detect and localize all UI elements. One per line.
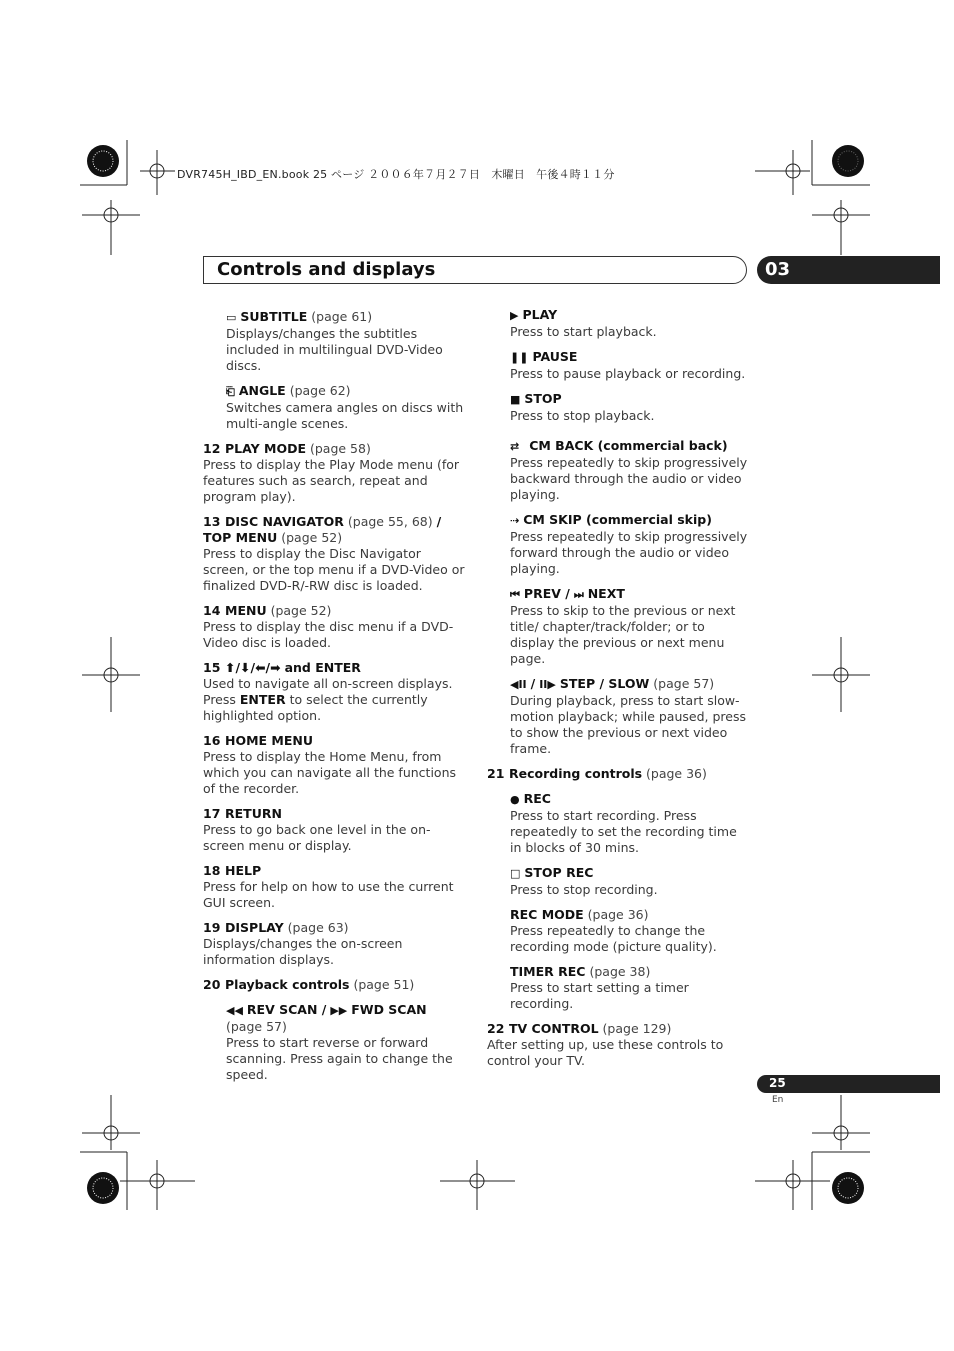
entry-cm-skip	[487, 512, 752, 577]
entry-desc: Displays/changes the subtitles included in multilingual DVD-Video discs.	[226, 326, 443, 373]
entry-label: PLAY MODE	[225, 441, 306, 456]
chapter-number: 03	[765, 259, 791, 280]
language-label: En	[772, 1095, 784, 1105]
file-header: DVR745H_IBD_EN.book 25 ページ ２００６年７月２７日 木曜日 午後４時１１分	[177, 168, 615, 181]
entry-stop-rec	[487, 865, 752, 898]
entry-16	[203, 733, 465, 797]
entry-label-2: NEXT	[587, 586, 625, 601]
entry-label: REV SCAN /	[246, 1002, 327, 1017]
entry-label: STOP REC	[524, 865, 594, 880]
entry-pause	[487, 349, 752, 382]
page-ref: (page 51)	[353, 977, 415, 992]
step-back-icon: ◀II	[510, 678, 527, 691]
stop-rec-icon: □	[510, 867, 521, 880]
next-icon: ⏭	[573, 588, 584, 601]
entry-label: TIMER REC	[510, 964, 586, 979]
cm-back-icon: ⇄	[510, 440, 520, 453]
entry-15	[203, 660, 465, 724]
left-column	[203, 309, 465, 1092]
entry-number: 20	[203, 977, 221, 992]
pause-icon: ❚❚	[510, 351, 529, 364]
entry-desc: During playback, press to start slow-motion playback; while paused, press to show the previous or next video frame.	[510, 693, 746, 756]
entry-label: MENU	[225, 603, 267, 618]
entry-timer-rec	[487, 964, 752, 1012]
entry-cm-back	[487, 438, 752, 503]
entry-20	[203, 977, 465, 993]
entry-number: 14	[203, 603, 221, 618]
arrow-keys-icon: ⬆/⬇/⬅/➡	[225, 660, 281, 675]
camera-icon: ⎗	[226, 385, 235, 398]
entry-subtitle	[203, 309, 465, 374]
entry-desc: Press to stop recording.	[510, 882, 658, 897]
entry-label: REC MODE	[510, 907, 584, 922]
entry-13	[203, 514, 465, 594]
entry-label: RETURN	[225, 806, 282, 821]
entry-label-2: / TOP MENU	[203, 514, 442, 545]
entry-label: and ENTER	[284, 660, 361, 675]
entry-label: Playback controls	[225, 977, 350, 992]
entry-number: 21	[487, 766, 505, 781]
entry-number: 19	[203, 920, 221, 935]
page-ref: (page 55, 68)	[347, 514, 433, 529]
entry-prev-next	[487, 586, 752, 667]
entry-number: 12	[203, 441, 221, 456]
entry-19	[203, 920, 465, 968]
separator: /	[530, 676, 536, 691]
entry-18	[203, 863, 465, 911]
entry-17	[203, 806, 465, 854]
page-ref: (page 57)	[653, 676, 715, 691]
fast-forward-icon: ▶▶	[330, 1004, 348, 1017]
entry-12	[203, 441, 465, 505]
page-ref: (page 129)	[602, 1021, 672, 1036]
entry-label: PLAY	[522, 307, 558, 322]
entry-label: PAUSE	[532, 349, 578, 364]
entry-number: 22	[487, 1021, 505, 1036]
entry-label: HELP	[225, 863, 262, 878]
entry-label: HOME MENU	[225, 733, 314, 748]
entry-desc: After setting up, use these controls to control your TV.	[487, 1037, 724, 1068]
entry-play	[487, 307, 752, 340]
entry-label: Recording controls	[509, 766, 643, 781]
entry-angle	[203, 383, 465, 432]
entry-14	[203, 603, 465, 651]
entry-desc: Press to go back one level in the on-screen menu or display.	[203, 822, 431, 853]
record-icon: ●	[510, 793, 520, 806]
page-ref: (page 38)	[589, 964, 651, 979]
entry-desc: Press repeatedly to skip progressively backward through the audio or video playing.	[510, 455, 748, 502]
page-ref: (page 62)	[289, 383, 351, 398]
entry-label: PREV /	[523, 586, 570, 601]
stop-icon: ■	[510, 393, 521, 406]
previous-icon: ⏮	[510, 588, 520, 601]
page-ref: (page 36)	[646, 766, 707, 781]
section-title: Controls and displays	[217, 259, 436, 280]
page-ref: (page 61)	[311, 309, 373, 324]
entry-desc	[203, 676, 465, 724]
entry-label: ANGLE	[238, 383, 286, 398]
page-ref: (page 52)	[270, 603, 332, 618]
entry-label-2: FWD SCAN	[351, 1002, 427, 1017]
entry-label: CM BACK (commercial back)	[529, 438, 728, 453]
entry-desc: Press to skip to the previous or next title/ chapter/track/folder; or to display the previous or next menu page.	[510, 603, 736, 666]
entry-desc: Displays/changes the on-screen information displays.	[203, 936, 403, 967]
cm-skip-icon: ⇢	[510, 514, 520, 527]
entry-scan	[203, 1002, 465, 1083]
entry-number: 17	[203, 806, 221, 821]
desc-part: to select the currently highlighted option.	[203, 692, 428, 723]
entry-21	[487, 766, 752, 782]
page-ref: (page 57)	[226, 1019, 287, 1034]
page-ref-2: (page 52)	[281, 530, 343, 545]
entry-label: TV CONTROL	[509, 1021, 599, 1036]
entry-desc: Press to display the Home Menu, from which you can navigate all the functions of the recorder.	[203, 749, 457, 796]
entry-label: SUBTITLE	[240, 309, 308, 324]
entry-desc: Press for help on how to use the current GUI screen.	[203, 879, 454, 910]
play-icon: ▶	[510, 309, 519, 322]
entry-desc: Press to display the Disc Navigator screen, or the top menu if a DVD-Video or finalized DVD-R/-RW disc is loaded.	[203, 546, 465, 593]
page-ref: (page 58)	[309, 441, 371, 456]
entry-label: STOP	[524, 391, 562, 406]
entry-desc: Press to start reverse or forward scanning. Press again to change the speed.	[226, 1035, 453, 1082]
entry-desc: Press repeatedly to skip progressively forward through the audio or video playing.	[510, 529, 748, 576]
entry-label: CM SKIP (commercial skip)	[523, 512, 712, 527]
entry-desc: Press to display the Play Mode menu (for features such as search, repeat and program play).	[203, 457, 460, 504]
entry-desc: Press to start recording. Press repeatedly to set the recording time in blocks of 30 mins.	[510, 808, 737, 855]
page-number: 25	[769, 1076, 786, 1090]
desc-part: Used to navigate all on-screen displays. Press	[203, 676, 453, 707]
entry-stop	[487, 391, 752, 424]
entry-rec-mode	[487, 907, 752, 955]
desc-bold: ENTER	[239, 692, 286, 707]
rewind-icon: ◀◀	[226, 1004, 243, 1017]
entry-rec	[487, 791, 752, 856]
entry-22	[487, 1021, 752, 1069]
entry-number: 13	[203, 514, 221, 529]
entry-label: DISC NAVIGATOR	[225, 514, 344, 529]
page-ref: (page 36)	[587, 907, 649, 922]
page-ref: (page 63)	[287, 920, 349, 935]
entry-desc: Press to display the disc menu if a DVD-Video disc is loaded.	[203, 619, 454, 650]
entry-desc: Press to start playback.	[510, 324, 657, 339]
entry-desc: Press repeatedly to change the recording mode (picture quality).	[510, 923, 717, 954]
entry-number: 16	[203, 733, 221, 748]
entry-desc: Switches camera angles on discs with multi-angle scenes.	[226, 400, 464, 431]
entry-label: REC	[523, 791, 551, 806]
entry-step-slow	[487, 676, 752, 757]
subtitle-icon: ▭	[226, 311, 237, 324]
entry-number: 15	[203, 660, 221, 675]
entry-desc: Press to stop playback.	[510, 408, 655, 423]
entry-desc: Press to pause playback or recording.	[510, 366, 746, 381]
entry-desc: Press to start setting a timer recording.	[510, 980, 689, 1011]
entry-label: STEP / SLOW	[559, 676, 650, 691]
right-column	[487, 307, 752, 1078]
entry-number: 18	[203, 863, 221, 878]
step-forward-icon: II▶	[539, 678, 556, 691]
entry-label: DISPLAY	[225, 920, 284, 935]
